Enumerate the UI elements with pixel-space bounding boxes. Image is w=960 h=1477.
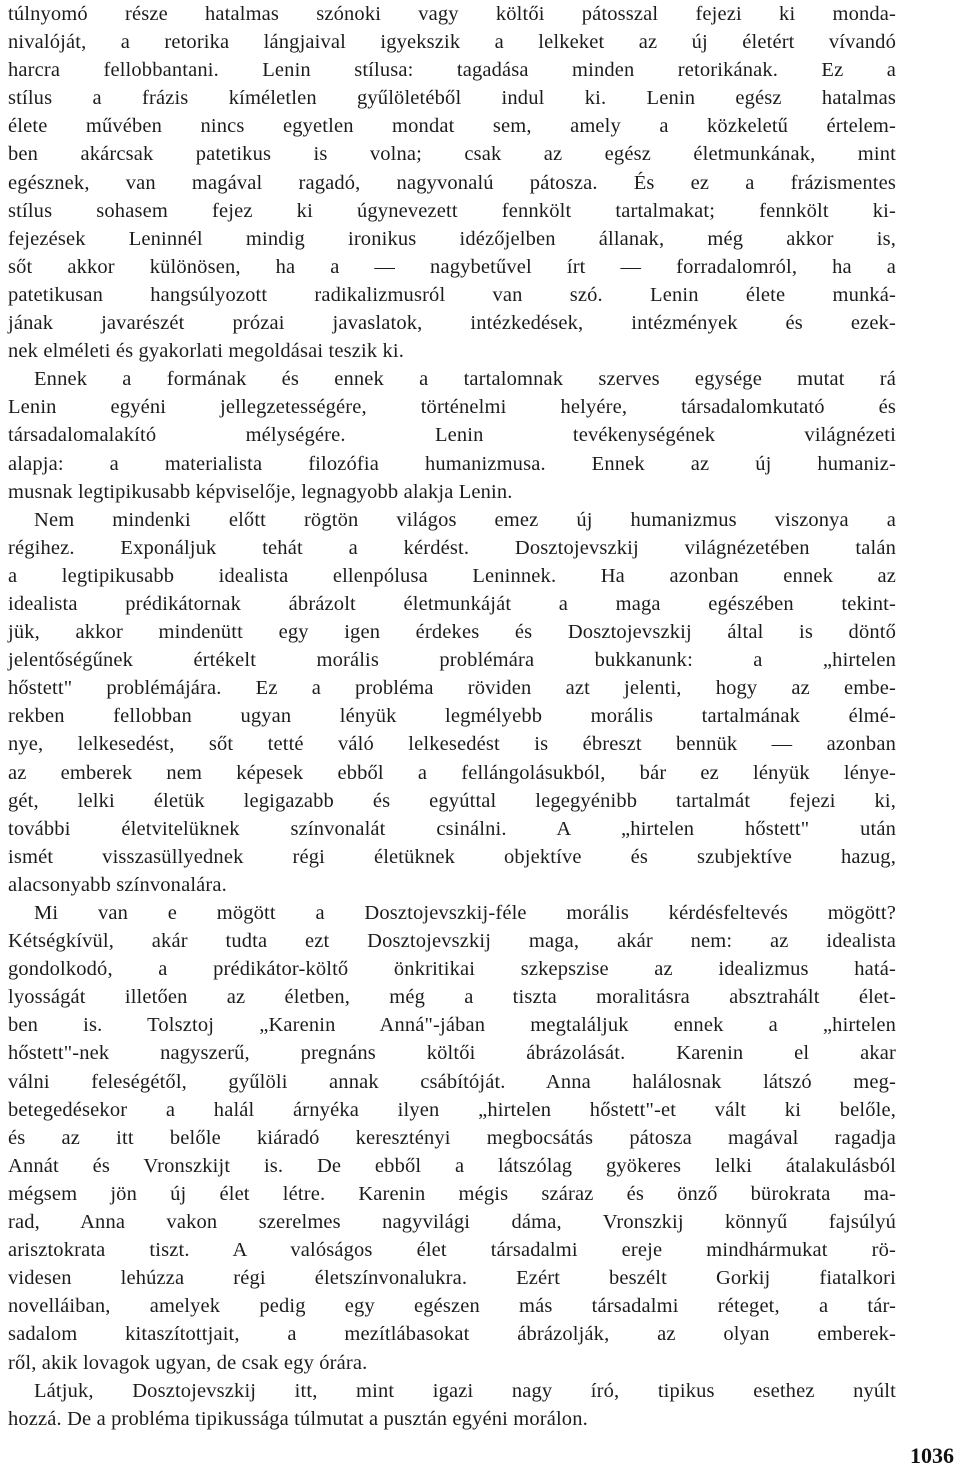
text-line: jük, akkor mindenütt egy igen érdekes és Dosztojevszkij által is döntő (8, 621, 896, 644)
text-line: ben akárcsak patetikus is volna; csak az egész életmunkának, mint (8, 143, 896, 166)
text-line: élete művében nincs egyetlen mondat sem, amely a közkeletű értelem- (8, 115, 896, 138)
text-line: nye, lelkesedést, sőt tetté váló lelkesedést is ébreszt bennük — azonban (8, 733, 896, 756)
text-line: lyosságát illetően az életben, még a tiszta moralitásra absztrahált élet- (8, 986, 896, 1009)
text-line: stílus a frázis kíméletlen gyűlöletéből indul ki. Lenin egész hatalmas (8, 87, 896, 110)
text-line: novelláiban, amelyek pedig egy egészen más társadalmi réteget, a tár- (8, 1295, 896, 1318)
text-line: ről, akik lovagok ugyan, de csak egy órára. (8, 1351, 368, 1374)
text-line: Mi van e mögött a Dosztojevszkij-féle morális kérdésfeltevés mögött? (34, 902, 896, 924)
text-line: válni feleségétől, gyűlöli annak csábítóját. Anna halálosnak látszó meg- (8, 1070, 896, 1093)
text-line: az emberek nem képesek ebből a fellángolásukból, bár ez lényük lénye- (8, 761, 896, 784)
text-line: túlnyomó része hatalmas szónoki vagy költői pátosszal fejezi ki monda- (8, 3, 896, 25)
text-line: alacsonyabb színvonalára. (8, 873, 227, 896)
text-line: fejezések Leninnél mindig ironikus idézőjelben állanak, még akkor is, (8, 227, 896, 250)
text-line: nek elméleti és gyakorlati megoldásai teszik ki. (8, 340, 405, 363)
text-line: a legtipikusabb idealista ellenpólusa Leninnek. Ha azonban ennek az (8, 564, 896, 587)
text-line: ben is. Tolsztoj „Karenin Anná"-jában megtaláljuk ennek a „hirtelen (8, 1014, 896, 1037)
text-line: Nem mindenki előtt rögtön világos emez új humanizmus viszonya a (34, 508, 896, 531)
text-line: Annát és Vronszkijt is. De ebből a látszólag gyökeres lelki átalakulásból (8, 1154, 896, 1177)
text-line: rekben fellobban ugyan lényük legmélyebb morális tartalmának élmé- (8, 705, 896, 728)
text-line: társadalomalakító mélységére. Lenin tevékenységének világnézeti (8, 424, 896, 447)
text-line: idealista prédikátornak ábrázolt életmunkáját a maga egészében tekint- (8, 592, 896, 615)
text-line: és az itt belőle kiáradó keresztényi megbocsátás pátosza magával ragadja (8, 1126, 896, 1149)
text-line: jelentőségűnek értékelt morális problémára bukkanunk: a „hirtelen (8, 649, 896, 672)
text-line: rad, Anna vakon szerelmes nagyvilági dáma, Vronszkij könnyű fajsúlyú (8, 1211, 896, 1234)
text-line: Látjuk, Dosztojevszkij itt, mint igazi nagy író, tipikus esethez nyúlt (34, 1379, 896, 1402)
text-line: betegedésekor a halál árnyéka ilyen „hirtelen hőstett"-et vált ki belőle, (8, 1098, 896, 1121)
text-line: Ennek a formának és ennek a tartalomnak szerves egysége mutat rá (34, 368, 896, 391)
page-number: 1036 (910, 1443, 954, 1468)
text-line: régihez. Exponáljuk tehát a kérdést. Dosztojevszkij világnézetében talán (8, 536, 896, 559)
text-line: ismét visszasüllyednek régi életüknek objektíve és szubjektíve hazug, (8, 845, 896, 868)
text-line: alapja: a materialista filozófia humanizmusa. Ennek az új humaniz- (8, 452, 896, 475)
text-line: hozzá. De a probléma tipikussága túlmutat a pusztán egyéni morálon. (8, 1407, 588, 1430)
text-line: musnak legtipikusabb képviselője, legnagyobb alakja Lenin. (8, 480, 513, 503)
text-line: stílus sohasem fejez ki úgynevezett fennkölt tartalmakat; fennkölt ki- (8, 199, 896, 222)
text-line: hőstett"-nek nagyszerű, pregnáns költői ábrázolását. Karenin el akar (8, 1042, 896, 1065)
text-line: patetikusan hangsúlyozott radikalizmusról van szó. Lenin élete munká- (8, 283, 896, 306)
text-line: Kétségkívül, akár tudta ezt Dosztojevszkij maga, akár nem: az idealista (8, 930, 896, 953)
text-line: harcra fellobbantani. Lenin stílusa: tagadása minden retorikának. Ez a (8, 59, 896, 82)
text-line: Lenin egyéni jellegzetességére, történelmi helyére, társadalomkutató és (8, 396, 896, 419)
text-line: hőstett" problémájára. Ez a probléma röviden azt jelenti, hogy az embe- (8, 677, 896, 700)
text-line: arisztokrata tiszt. A valóságos élet társadalmi ereje mindhármukat rö- (8, 1239, 896, 1262)
page-body (8, 0, 896, 1433)
text-line: egésznek, van magával ragadó, nagyvonalú pátosza. És ez a frázismentes (8, 171, 896, 194)
text-line: sőt akkor különösen, ha a — nagybetűvel írt — forradalomról, ha a (8, 255, 896, 278)
text-line: gét, lelki életük legigazabb és egyúttal legegyénibb tartalmát fejezi ki, (8, 789, 896, 812)
text-line: nivalóját, a retorika lángjaival igyekszik a lelkeket az új életért vívandó (8, 31, 896, 54)
text-line: mégsem jön új élet létre. Karenin mégis száraz és önző bürokrata ma- (8, 1182, 896, 1205)
text-line: jának javarészét prózai javaslatok, intézkedések, intézmények és ezek- (8, 312, 896, 335)
text-line: videsen lehúzza régi életszínvonalukra. Ezért beszélt Gorkij fiatalkori (8, 1267, 896, 1290)
text-line: gondolkodó, a prédikátor-költő önkritikai szkepszise az idealizmus hatá- (8, 958, 896, 981)
text-line: sadalom kitaszítottjait, a mezítlábasokat ábrázolják, az olyan emberek- (8, 1323, 896, 1346)
text-line: további életvitelüknek színvonalát csinálni. A „hirtelen hőstett" után (8, 817, 896, 840)
